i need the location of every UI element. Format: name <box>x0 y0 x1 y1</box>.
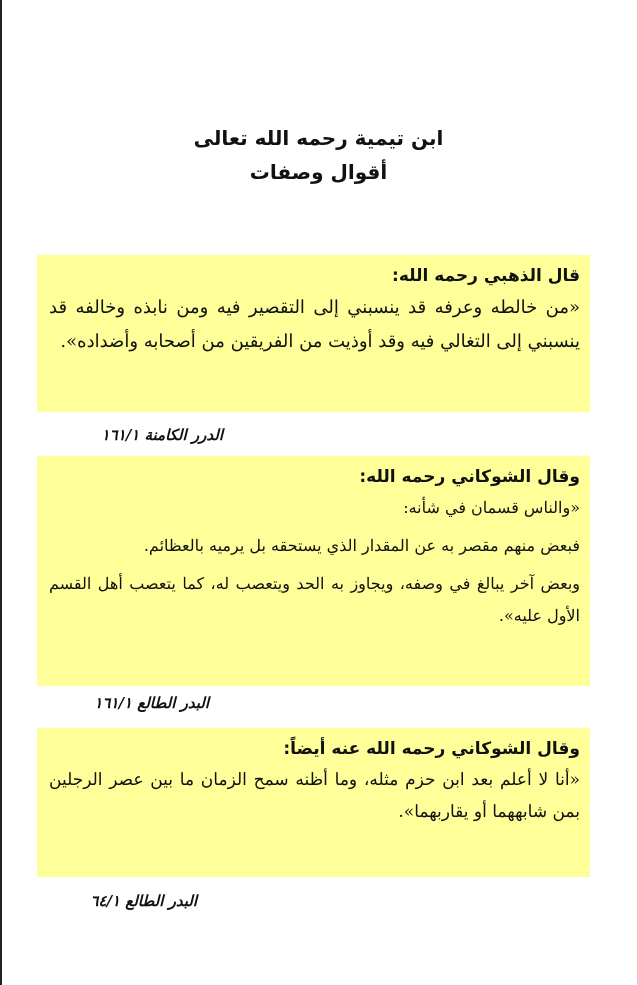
quote-text: فبعض منهم مقصر به عن المقدار الذي يستحقه بل يرميه بالعظائم. <box>143 536 580 555</box>
quote-source: الدرر الكامنة ١٦١/١ <box>101 426 223 444</box>
quote-heading: وقال الشوكاني رحمه الله عنه أيضاً: <box>283 739 580 759</box>
quote-text: «أنا لا أعلم بعد ابن حزم مثله، وما أظنه سمح الزمان ما بين عصر الرجلين بمن شابههما أو يقاربهما». <box>49 770 580 822</box>
quote-text: وبعض آخر يبالغ في وصفه، ويجاوز به الحد ويتعصب له، كما يتعصب أهل القسم الأول عليه». <box>49 574 581 625</box>
quote-block-shawkani-2 <box>37 728 590 877</box>
quote-text: «والناس قسمان في شأنه: <box>403 498 580 517</box>
quote-source: البدر الطالع ٦٤/١ <box>90 892 197 910</box>
quote-block-shawkani <box>37 456 590 686</box>
quote-heading: قال الذهبي رحمه الله: <box>392 266 580 286</box>
page-subtitle: أقوال وصفات <box>249 160 388 184</box>
quote-block-dhahabi <box>37 255 590 412</box>
page-title: ابن تيمية رحمه الله تعالى <box>193 126 444 150</box>
quote-source: البدر الطالع ١٦١/١ <box>94 694 209 712</box>
quote-text: «من خالطه وعرفه قد ينسبني إلى التقصير فيه ومن نابذه وخالفه قد ينسبني إلى التغالي فيه وقد أوذيت من الفريقين من أصحابه وأضداده». <box>49 297 580 352</box>
quote-heading: وقال الشوكاني رحمه الله: <box>359 467 580 487</box>
